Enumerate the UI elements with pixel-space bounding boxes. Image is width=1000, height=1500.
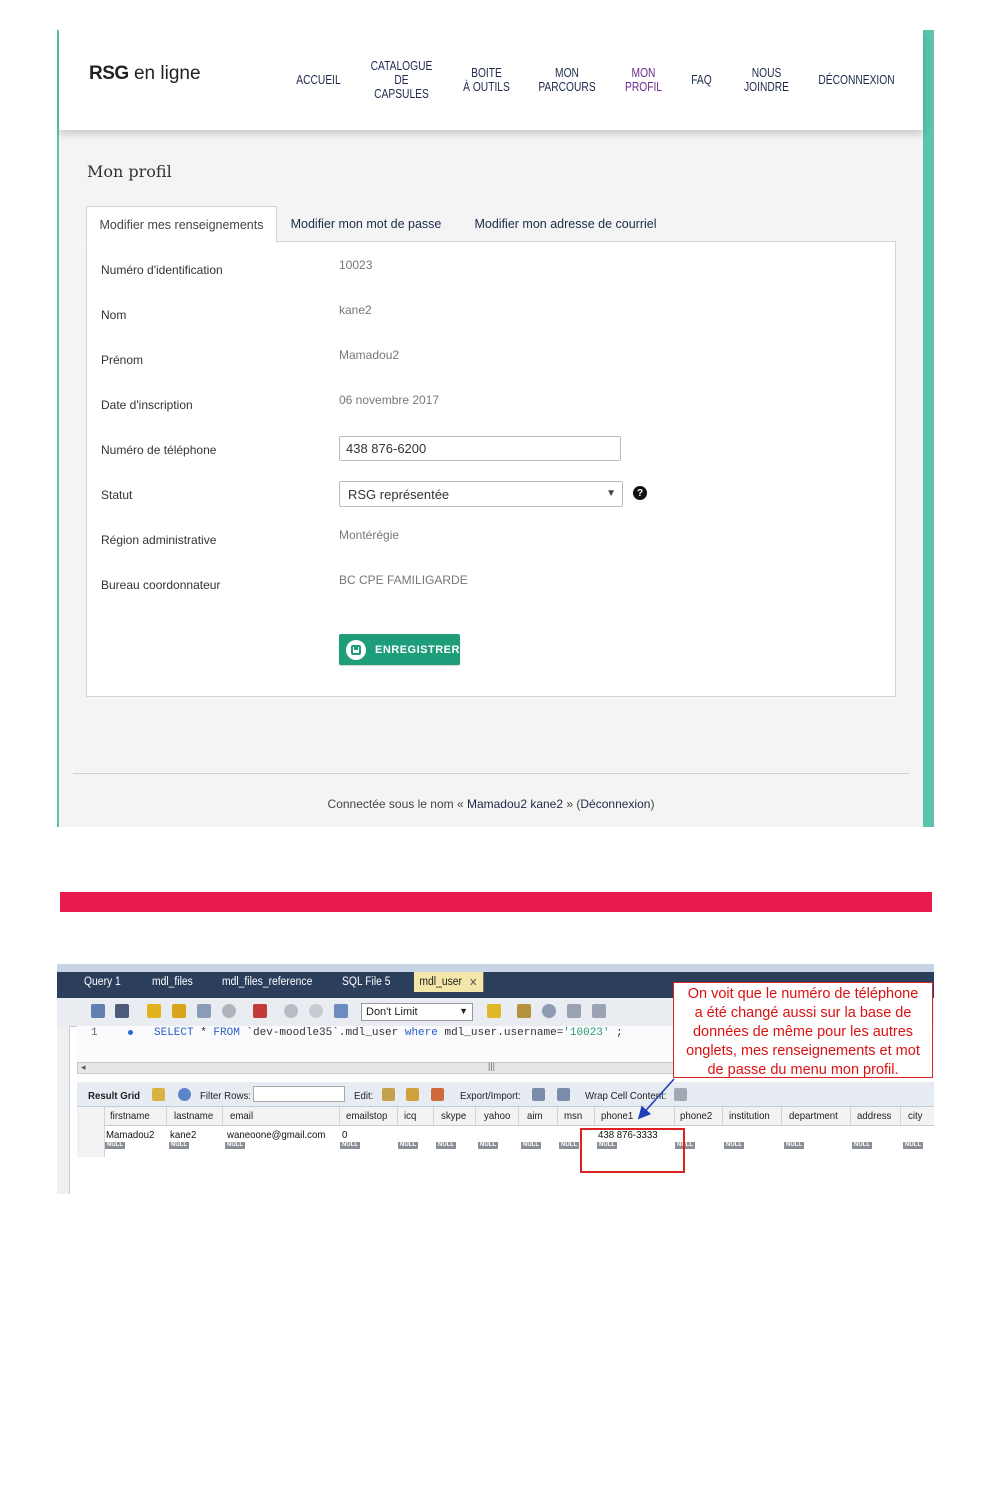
tab-modifier-adresse-courriel[interactable]: [463, 206, 668, 241]
phone1-highlight-box: [580, 1128, 685, 1173]
null-badge: NULL: [400, 1142, 416, 1148]
id-value: 10023: [339, 258, 373, 272]
column-separator: [900, 1107, 901, 1125]
nav-nous-joindre[interactable]: [740, 30, 793, 130]
page-title: Mon profil: [87, 162, 172, 181]
autocommit-icon[interactable]: [334, 1004, 348, 1018]
null-badge: NULL: [561, 1142, 577, 1148]
footer-suffix: ): [650, 797, 655, 811]
column-separator: [397, 1107, 398, 1125]
column-separator: [722, 1107, 723, 1125]
annotation-callout: [673, 982, 933, 1078]
null-badge: NULL: [599, 1142, 615, 1148]
result-grid-label[interactable]: Result Grid: [88, 1090, 141, 1102]
help-glyph: ?: [636, 487, 644, 499]
left-gutter: [57, 1026, 70, 1194]
footer-logout-link[interactable]: Déconnexion: [580, 797, 651, 811]
nav-boite-a-outils[interactable]: [460, 30, 513, 130]
footer-user-link[interactable]: Mamadou2 kane2: [466, 797, 564, 811]
annotation-line: de passe du menu mon profil.: [707, 1062, 899, 1078]
wb-tab-label: Query 1: [84, 976, 121, 988]
line-marker-icon: [128, 1030, 133, 1035]
wb-tab-mdl-files[interactable]: [152, 972, 193, 992]
column-header-department[interactable]: department: [789, 1110, 838, 1122]
nav-label-line1: MON: [631, 66, 656, 80]
cell-phone1[interactable]: 438 876-3333: [598, 1129, 658, 1141]
column-separator: [850, 1107, 851, 1125]
bureau-value: BC CPE FAMILIGARDE: [339, 573, 468, 587]
wrap-cell-label: Wrap Cell Content:: [585, 1090, 667, 1102]
column-header-emailstop[interactable]: emailstop: [346, 1110, 388, 1122]
logo-bold-text: RSG: [89, 63, 129, 84]
column-header-firstname[interactable]: firstname: [110, 1110, 150, 1122]
status-selected-value: RSG représentée: [348, 486, 450, 502]
wb-tab-label: mdl_files: [152, 976, 193, 988]
firstname-value: Mamadou2: [339, 348, 400, 362]
tab-label: Modifier mon mot de passe: [290, 216, 442, 231]
annotation-line: On voit que le numéro de téléphone: [687, 986, 919, 1002]
separator-bar: [60, 892, 932, 912]
site-header: [59, 30, 923, 130]
nav-catalogue-de-capsules[interactable]: [367, 30, 437, 130]
search-icon[interactable]: [542, 1004, 556, 1018]
limit-selected-value: Don't Limit: [366, 1006, 418, 1018]
null-badge: NULL: [480, 1142, 496, 1148]
signup-date-label: Date d'inscription: [101, 398, 193, 412]
wb-tab-label: mdl_files_reference: [222, 976, 313, 988]
toggle-icon[interactable]: [253, 1004, 267, 1018]
help-icon[interactable]: [633, 486, 647, 500]
open-folder-icon[interactable]: [91, 1004, 105, 1018]
column-header-skype[interactable]: skype: [441, 1110, 467, 1122]
signup-date-value: 06 novembre 2017: [339, 393, 440, 407]
status-select[interactable]: [339, 481, 623, 507]
right-accent-border: [923, 30, 934, 827]
column-header-phone1[interactable]: phone1: [601, 1110, 634, 1122]
tab-label: Modifier mes renseignements: [99, 217, 264, 232]
filter-rows-label: Filter Rows:: [200, 1090, 252, 1102]
filter-rows-input[interactable]: [253, 1086, 345, 1102]
column-separator: [104, 1107, 105, 1125]
refresh-icon[interactable]: [178, 1088, 191, 1101]
export-icon[interactable]: [532, 1088, 545, 1101]
export-import-label: Export/Import:: [460, 1090, 521, 1102]
annotation-line: données de même pour les autres: [692, 1024, 914, 1040]
wb-tab-sql-file-5[interactable]: [342, 972, 391, 992]
cell-emailstop[interactable]: 0: [342, 1129, 348, 1141]
id-label: Numéro d'identification: [101, 263, 223, 277]
logo-rest-text: en ligne: [128, 63, 201, 84]
null-badge: NULL: [342, 1142, 358, 1148]
cell-email[interactable]: waneoone@gmail.com: [227, 1129, 326, 1141]
column-header-msn[interactable]: msn: [564, 1110, 583, 1122]
close-icon[interactable]: ✕: [469, 976, 478, 989]
nav-label: DÉCONNEXION: [818, 73, 895, 87]
lastname-label: Nom: [101, 308, 127, 322]
site-logo[interactable]: [89, 63, 201, 85]
wb-tab-label: mdl_user: [419, 976, 462, 988]
limit-select[interactable]: [361, 1003, 473, 1021]
wb-tab-label: SQL File 5: [342, 976, 391, 988]
phone-label: Numéro de téléphone: [101, 443, 217, 457]
invisible-chars-icon[interactable]: [567, 1004, 581, 1018]
wb-tab-query-1[interactable]: [84, 972, 121, 992]
edit-label: Edit:: [354, 1090, 374, 1102]
save-icon: [346, 640, 366, 660]
column-separator: [594, 1107, 595, 1125]
column-header-institution[interactable]: institution: [729, 1110, 770, 1122]
nav-accueil[interactable]: [296, 30, 341, 130]
save-button[interactable]: [339, 634, 460, 665]
edit-row-icon[interactable]: [382, 1088, 395, 1101]
delete-row-icon[interactable]: [431, 1088, 444, 1101]
footer-divider: [73, 773, 909, 774]
column-separator: [433, 1107, 434, 1125]
phone-input[interactable]: [339, 436, 621, 461]
null-badge: NULL: [107, 1142, 123, 1148]
tab-label: Modifier mon adresse de courriel: [474, 216, 657, 231]
cell-lastname[interactable]: kane2: [170, 1129, 197, 1141]
null-badge: NULL: [854, 1142, 870, 1148]
column-header-icq[interactable]: icq: [404, 1110, 417, 1122]
workbench-top-strip: [57, 964, 934, 972]
save-file-icon[interactable]: [115, 1004, 129, 1018]
nav-label-line2: JOINDRE: [744, 80, 789, 94]
column-header-city[interactable]: city: [908, 1110, 923, 1122]
website-screenshot: [57, 30, 934, 827]
wb-tab-mdl-files-reference[interactable]: [222, 972, 312, 992]
import-icon[interactable]: [557, 1088, 570, 1101]
horizontal-scrollbar[interactable]: [77, 1062, 677, 1074]
nav-label: FAQ: [691, 73, 712, 87]
footer-middle: » (: [563, 797, 581, 811]
nav-mon-profil[interactable]: [621, 30, 666, 130]
null-badge: NULL: [438, 1142, 454, 1148]
nav-faq[interactable]: [687, 30, 716, 130]
column-separator: [518, 1107, 519, 1125]
column-header-yahoo[interactable]: yahoo: [484, 1110, 511, 1122]
column-header-phone2[interactable]: phone2: [680, 1110, 713, 1122]
save-button-label: ENREGISTRER: [375, 643, 460, 656]
commit-icon[interactable]: [284, 1004, 298, 1018]
region-value: Montérégie: [339, 528, 400, 542]
column-header-email[interactable]: email: [230, 1110, 254, 1122]
lastname-value: kane2: [339, 303, 372, 317]
scroll-grip-icon[interactable]: |||: [488, 1061, 496, 1071]
chevron-down-icon: ▼: [459, 1006, 468, 1016]
bureau-label: Bureau coordonnateur: [101, 578, 221, 592]
chevron-left-icon[interactable]: ◂: [81, 1062, 86, 1072]
insert-row-icon[interactable]: [406, 1088, 419, 1101]
column-header-lastname[interactable]: lastname: [174, 1110, 214, 1122]
null-badge: NULL: [227, 1142, 243, 1148]
column-separator: [166, 1107, 167, 1125]
column-separator: [339, 1107, 340, 1125]
execute-current-icon[interactable]: [172, 1004, 186, 1018]
cell-firstname[interactable]: Mamadou2: [106, 1129, 155, 1141]
column-separator: [222, 1107, 223, 1125]
execute-icon[interactable]: [147, 1004, 161, 1018]
beautify-icon[interactable]: [517, 1004, 531, 1018]
null-badge: NULL: [523, 1142, 539, 1148]
column-header-address[interactable]: address: [857, 1110, 892, 1122]
line-number: 1: [91, 1027, 98, 1039]
column-header-aim[interactable]: aim: [527, 1110, 543, 1122]
nav-label-line1: MON: [555, 66, 579, 80]
explain-icon[interactable]: [197, 1004, 211, 1018]
nav-label-line1: CATALOGUE: [370, 59, 433, 73]
row-selector[interactable]: [77, 1125, 105, 1157]
null-badge: NULL: [786, 1142, 802, 1148]
nav-deconnexion[interactable]: [818, 30, 896, 130]
footer-prefix: Connectée sous le nom «: [327, 797, 467, 811]
site-content: [59, 30, 923, 827]
sql-query-text[interactable]: SELECT * FROM `dev-moodle35`.mdl_user where mdl_user.username='10023' ;: [154, 1027, 623, 1039]
nav-label-line1: BOITE: [471, 66, 502, 80]
nav-label-line1: NOUS: [751, 66, 782, 80]
nav-label: ACCUEIL: [296, 73, 341, 87]
footer-login-info: [59, 797, 923, 811]
status-label: Statut: [101, 488, 133, 502]
column-separator: [781, 1107, 782, 1125]
column-separator: [475, 1107, 476, 1125]
nav-label-line2: À OUTILS: [463, 80, 510, 94]
null-badge: NULL: [726, 1142, 742, 1148]
stop-icon[interactable]: [222, 1004, 236, 1018]
chevron-down-icon: ▼: [606, 488, 616, 499]
wb-tab-mdl-user[interactable]: [414, 972, 483, 992]
null-badge: NULL: [171, 1142, 187, 1148]
annotation-line: a été changé aussi sur la base de: [694, 1005, 912, 1021]
profile-form-panel: [86, 241, 896, 697]
null-badge: NULL: [677, 1142, 693, 1148]
rollback-icon[interactable]: [309, 1004, 323, 1018]
column-separator: [557, 1107, 558, 1125]
pointer-arrow-icon: [630, 1075, 680, 1125]
firstname-label: Prénom: [101, 353, 144, 367]
region-label: Région administrative: [101, 533, 217, 547]
nav-label-line2: PARCOURS: [538, 80, 596, 94]
nav-label-line2: DE CAPSULES: [374, 73, 429, 101]
null-badge: NULL: [905, 1142, 921, 1148]
wrap-lines-icon[interactable]: [592, 1004, 606, 1018]
bookmark-icon[interactable]: [487, 1004, 501, 1018]
nav-mon-parcours[interactable]: [538, 30, 595, 130]
annotation-line: onglets, mes renseignements et mot: [686, 1043, 920, 1059]
nav-label-line2: PROFIL: [624, 80, 663, 94]
tab-modifier-mes-renseignements[interactable]: [86, 206, 277, 243]
grid-icon[interactable]: [152, 1088, 165, 1101]
tab-modifier-mot-de-passe[interactable]: [281, 206, 451, 241]
